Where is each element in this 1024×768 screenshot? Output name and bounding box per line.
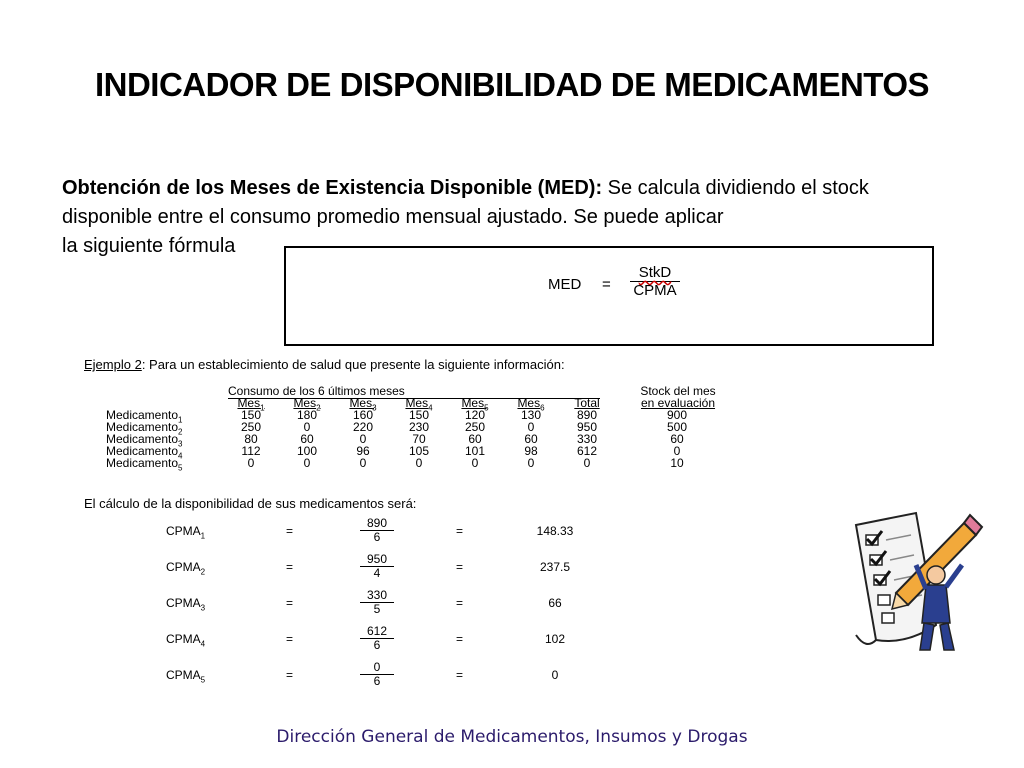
table-cell: 0 [583, 456, 591, 470]
equals-sign: = [286, 632, 294, 646]
table-cell: 98 [524, 444, 538, 458]
table-cell: 130 [520, 408, 542, 422]
equals-sign: = [286, 668, 294, 682]
cpma-fraction [360, 517, 394, 544]
table-cell: 70 [412, 432, 426, 446]
table-cell: 230 [408, 420, 430, 434]
table-cell: 220 [352, 420, 374, 434]
table-cell: 101 [464, 444, 486, 458]
equals-sign: = [286, 560, 294, 574]
column-header: Mes$_2$ [293, 396, 321, 413]
fraction-denominator: 6 [373, 638, 381, 652]
example-text: : Para un establecimiento de salud que presente la siguiente información: [141, 357, 565, 372]
table-cell: 180 [296, 408, 318, 422]
stock-cell: 60 [670, 432, 684, 446]
cpma-fraction [360, 589, 394, 616]
page-title: INDICADOR DE DISPONIBILIDAD DE MEDICAMENTOS [94, 66, 930, 103]
table-cell: 60 [468, 432, 482, 446]
table-cell: 60 [300, 432, 314, 446]
cpma-result: 66 [548, 596, 562, 610]
formula-eq: = [602, 276, 611, 293]
table-cell: 890 [576, 408, 598, 422]
intro-bold: Obtención de los Meses de Existencia Disponible (MED): [62, 177, 603, 199]
table-cell: 612 [576, 444, 598, 458]
cpma-fraction [360, 661, 394, 688]
formula-lhs: MED [548, 276, 582, 293]
table-cell: 0 [415, 456, 423, 470]
column-header: Mes$_4$ [405, 396, 433, 413]
consumption-group-header: Consumo de los 6 últimos meses [228, 384, 600, 399]
table-cell: 105 [408, 444, 430, 458]
table-cell: 0 [527, 420, 535, 434]
cpma-result: 237.5 [539, 560, 571, 574]
table-cell: 120 [464, 408, 486, 422]
intro-text: Se calcula dividiendo el stock disponible entre el consumo promedio mensual ajustado. Se puede aplicar [62, 177, 869, 228]
table-cell: 80 [244, 432, 258, 446]
column-header: Mes$_5$ [461, 396, 489, 413]
cpma-fraction [360, 553, 394, 580]
table-cell: 100 [296, 444, 318, 458]
table-cell: 0 [471, 456, 479, 470]
fraction-denominator: 6 [373, 674, 381, 688]
equals-sign: = [456, 632, 464, 646]
formula-box [284, 246, 934, 346]
table-cell: 0 [359, 432, 367, 446]
stock-header-2: en evaluación [640, 396, 716, 410]
column-header: Total [574, 396, 600, 410]
example-label: Ejemplo 2 [84, 357, 142, 372]
row-label: Medicamento$_4$ [106, 444, 183, 461]
row-label: Medicamento$_5$ [106, 456, 183, 473]
table-cell: 112 [241, 444, 261, 458]
table-cell: 60 [524, 432, 538, 446]
cpma-result: 0 [551, 668, 559, 682]
row-label: Medicamento$_1$ [106, 408, 183, 425]
table-cell: 0 [247, 456, 255, 470]
formula-numerator: StkD [630, 264, 680, 282]
table-cell: 950 [576, 420, 598, 434]
equals-sign: = [456, 524, 464, 538]
stock-cell: 500 [666, 420, 688, 434]
cpma-label: $CPMA_3$ [166, 596, 206, 613]
fraction-denominator: 4 [373, 566, 381, 580]
stock-cell: 0 [673, 444, 681, 458]
equals-sign: = [456, 560, 464, 574]
table-cell: 250 [464, 420, 486, 434]
stock-cell: 900 [666, 408, 688, 422]
table-cell: 150 [240, 408, 262, 422]
table-cell: 160 [352, 408, 374, 422]
equals-sign: = [456, 668, 464, 682]
calc-title: El cálculo de la disponibilidad de sus medicamentos será: [84, 496, 417, 511]
row-label: Medicamento$_2$ [106, 420, 183, 437]
fraction-numerator: 330 [360, 589, 394, 603]
intro-text-2: la siguiente fórmula [62, 235, 236, 257]
equals-sign: = [456, 596, 464, 610]
formula-fraction [630, 264, 680, 299]
fraction-denominator: 6 [373, 530, 381, 544]
table-cell: 0 [527, 456, 535, 470]
fraction-numerator: 950 [360, 553, 394, 567]
table-cell: 150 [408, 408, 430, 422]
column-header: Mes$_1$ [237, 396, 265, 413]
equals-sign: = [286, 524, 294, 538]
cpma-result: 148.33 [536, 524, 574, 538]
stock-cell: 10 [670, 456, 684, 470]
cpma-label: $CPMA_4$ [166, 632, 206, 649]
table-cell: 250 [240, 420, 262, 434]
cpma-label: $CPMA_1$ [166, 524, 206, 541]
table-cell: 330 [576, 432, 598, 446]
fraction-numerator: 612 [360, 625, 394, 639]
checklist-pencil-man-icon [836, 505, 986, 655]
cpma-label: $CPMA_2$ [166, 560, 206, 577]
fraction-denominator: 5 [373, 602, 381, 616]
example-heading [84, 357, 565, 372]
column-header: Mes$_3$ [349, 396, 377, 413]
footer: Dirección General de Medicamentos, Insumos y Drogas [276, 727, 748, 747]
cpma-result: 102 [544, 632, 566, 646]
column-header: Mes$_6$ [517, 396, 545, 413]
row-label: Medicamento$_3$ [106, 432, 183, 449]
cpma-label: $CPMA_5$ [166, 668, 206, 685]
fraction-numerator: 0 [360, 661, 394, 675]
fraction-numerator: 890 [360, 517, 394, 531]
formula-denominator: CPMA [633, 282, 677, 299]
cpma-fraction [360, 625, 394, 652]
stock-header-1: Stock del mes [640, 384, 716, 398]
table-cell: 0 [359, 456, 367, 470]
table-cell: 0 [303, 456, 311, 470]
equals-sign: = [286, 596, 294, 610]
table-cell: 0 [303, 420, 311, 434]
table-cell: 96 [356, 444, 370, 458]
